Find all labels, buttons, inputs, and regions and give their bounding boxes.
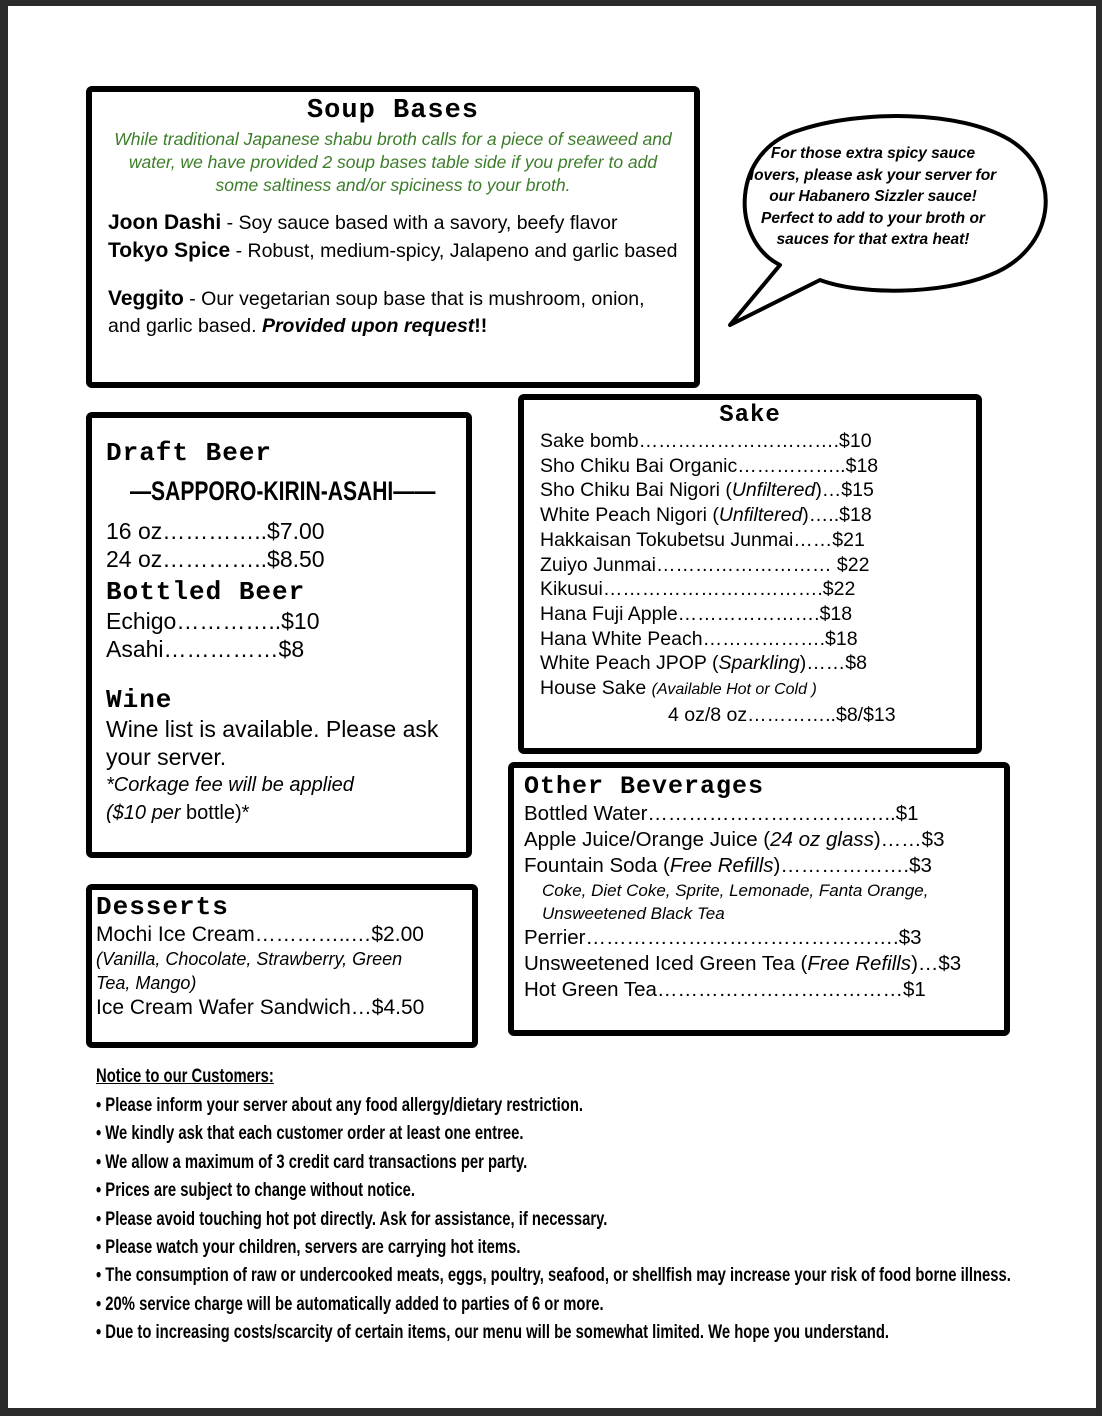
draft-beer-title: Draft Beer (106, 438, 273, 468)
corkage-note-line1: *Corkage fee will be applied (106, 774, 354, 796)
dessert-mochi-flavors: (Vanilla, Chocolate, Strawberry, Green Tea, Mango) (96, 949, 403, 993)
notice-title: Notice to our Customers: (96, 1066, 274, 1087)
sake-item: Sho Chiku Bai Organic……………..$18 (540, 454, 879, 477)
sake-item: White Peach Nigori (Unfiltered)…..$18 (540, 504, 872, 527)
desserts-box (86, 884, 478, 1048)
bottled-echigo: Echigo…………..$10 (106, 608, 320, 634)
sake-item: Kikusui…………………………….$22 (540, 578, 856, 601)
draft-16oz: 16 oz…………..$7.00 (106, 518, 325, 544)
notice-item: • Prices are subject to change without notice. (96, 1180, 415, 1202)
dessert-mochi: Mochi Ice Cream…………..…$2.00 (96, 923, 424, 946)
sake-house: House Sake (Available Hot or Cold ) (540, 677, 817, 700)
speech-bubble-text: For those extra spicy sauce lovers, please ask your server for our Habanero Sizzler sauce! Perfect to add to your broth or sauces for that extra heat! (749, 145, 997, 248)
draft-24oz: 24 oz…………..$8.50 (106, 546, 325, 572)
notice-item: • Please avoid touching hot pot directly. Ask for assistance, if necessary. (96, 1208, 608, 1230)
beverage-water: Bottled Water…………………………..…..$1 (524, 802, 919, 825)
other-beverages-title: Other Beverages (524, 772, 765, 801)
menu-page (8, 6, 1096, 1408)
dessert-wafer: Ice Cream Wafer Sandwich…$4.50 (96, 996, 425, 1019)
sake-box (518, 394, 982, 754)
beverage-hot-green-tea: Hot Green Tea………………………………$1 (524, 978, 926, 1001)
soup-item-veggito: Veggito - Our vegetarian soup base that is mushroom, onion, and garlic based. Provided upon request!! (108, 287, 645, 337)
notice-item: • Please watch your children, servers are carrying hot items. (96, 1237, 521, 1259)
sake-item: Sake bomb………………………….$10 (540, 430, 872, 452)
sake-item: Hana Fuji Apple………………….$18 (540, 602, 853, 625)
soup-bases-title: Soup Bases (306, 96, 480, 126)
sake-title: Sake (719, 402, 781, 429)
beer-wine-box (86, 412, 472, 858)
sake-item: Hana White Peach……………….$18 (540, 627, 858, 650)
bottled-asahi: Asahi……………$8 (106, 636, 305, 662)
soup-bases-box (86, 86, 700, 388)
other-beverages-box (508, 762, 1010, 1036)
wine-title: Wine (106, 685, 173, 715)
notice-item: • 20% service charge will be automatically added to parties of 6 or more. (96, 1293, 604, 1315)
bottled-beer-title: Bottled Beer (106, 577, 306, 607)
beverage-soda: Fountain Soda (Free Refills)……………….$3 (524, 854, 932, 877)
soup-bases-intro: While traditional Japanese shabu broth calls for a piece of seaweed and water, we have provided 2 soup bases table side if you prefer to add some saltiness and/or spiciness to your broth. (114, 129, 672, 195)
notice-item: • We allow a maximum of 3 credit card transactions per party. (96, 1151, 528, 1173)
desserts-title: Desserts (96, 892, 229, 922)
wine-text: Wine list is available. Please ask your server. (106, 716, 439, 770)
beverage-iced-green-tea: Unsweetened Iced Green Tea (Free Refills)…$3 (524, 952, 962, 975)
notice-item: • Please inform your server about any food allergy/dietary restriction. (96, 1095, 584, 1116)
sake-item: Hakkaisan Tokubetsu Junmai……$21 (540, 528, 865, 551)
customer-notice (96, 1066, 1086, 1348)
beverage-juice: Apple Juice/Orange Juice (24 oz glass)……$3 (524, 828, 945, 851)
sake-item: Sho Chiku Bai Nigori (Unfiltered)…$15 (540, 479, 874, 502)
beverage-perrier: Perrier……………………………………….$3 (524, 926, 922, 949)
notice-item: • The consumption of raw or undercooked meats, eggs, poultry, seafood, or shellfish may increase your risk of food borne illness. (96, 1265, 1011, 1287)
soup-item-joon-dashi: Joon Dashi - Soy sauce based with a savory, beefy flavor (108, 211, 618, 234)
soup-item-tokyo-spice: Tokyo Spice - Robust, medium-spicy, Jalapeno and garlic based (108, 239, 678, 262)
corkage-note-line2: ($10 per bottle)* (106, 802, 250, 824)
draft-beer-brands: —SAPPORO-KIRIN-ASAHI—— (130, 476, 436, 506)
notice-item: • We kindly ask that each customer order at least one entree. (96, 1123, 524, 1145)
sake-item: Zuiyo Junmai……………………… $22 (540, 553, 870, 576)
notice-item: • Due to increasing costs/scarcity of certain items, our menu will be somewhat limited. We hope you understand. (96, 1322, 890, 1344)
sake-item: White Peach JPOP (Sparkling)……$8 (540, 652, 867, 675)
sake-house-price: 4 oz/8 oz…………..$8/$13 (668, 703, 896, 726)
beverage-soda-flavors: Coke, Diet Coke, Sprite, Lemonade, Fanta Orange, Unsweetened Black Tea (542, 881, 929, 923)
